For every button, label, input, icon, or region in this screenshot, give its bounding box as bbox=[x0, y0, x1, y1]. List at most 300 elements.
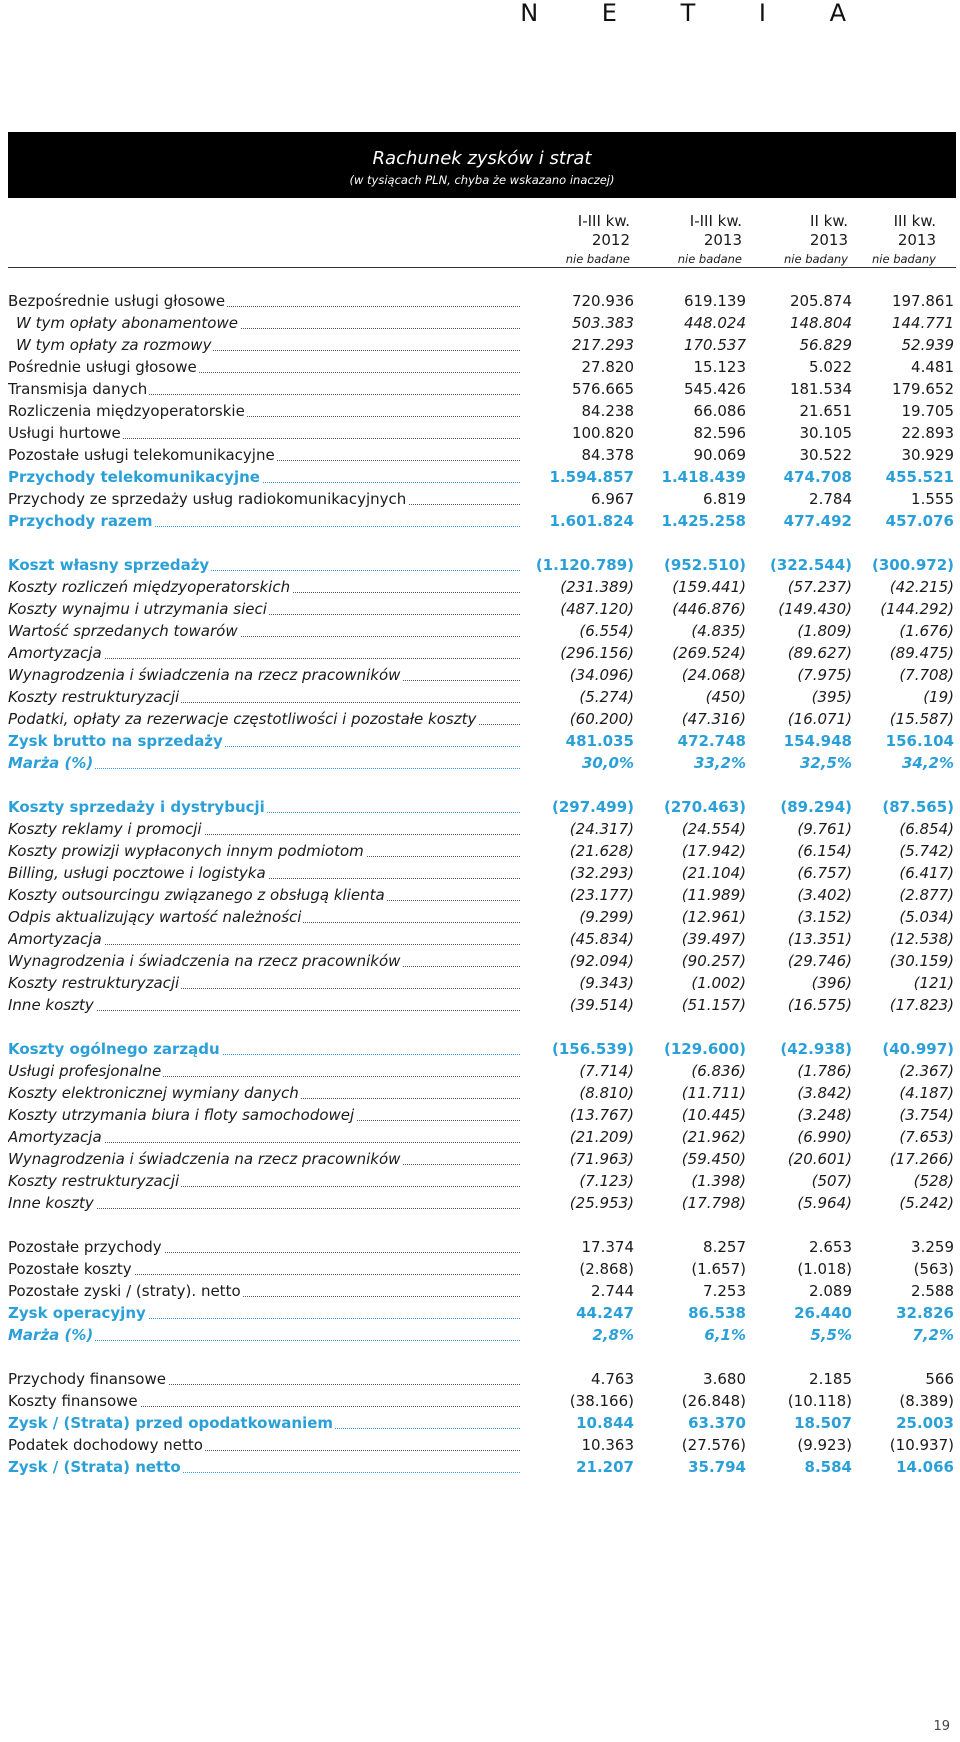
row-value: (17.266) bbox=[889, 1150, 954, 1168]
row-value: (3.842) bbox=[797, 1084, 852, 1102]
row-value: 720.936 bbox=[571, 292, 634, 310]
row-value: (38.166) bbox=[569, 1392, 634, 1410]
column-headers bbox=[0, 212, 960, 268]
row-value: 4.481 bbox=[911, 358, 954, 376]
table-row bbox=[8, 1368, 956, 1390]
row-value: 30.929 bbox=[901, 446, 954, 464]
row-label: Bezpośrednie usługi głosowe bbox=[8, 290, 520, 312]
row-value: (270.463) bbox=[663, 798, 746, 816]
row-label: Pozostałe przychody bbox=[8, 1236, 520, 1258]
row-label: Inne koszty bbox=[8, 1192, 520, 1214]
row-label: Zysk brutto na sprzedaży bbox=[8, 730, 520, 752]
row-label: Koszty reklamy i promocji bbox=[8, 818, 520, 840]
table-row bbox=[8, 1126, 956, 1148]
row-value: 619.139 bbox=[683, 292, 746, 310]
row-value: (20.601) bbox=[787, 1150, 852, 1168]
table-row bbox=[8, 1302, 956, 1324]
row-value: (297.499) bbox=[551, 798, 634, 816]
row-value: 2.588 bbox=[911, 1282, 954, 1300]
row-label: Pozostałe usługi telekomunikacyjne bbox=[8, 444, 520, 466]
row-value: (24.554) bbox=[681, 820, 746, 838]
table-row bbox=[8, 796, 956, 818]
row-label: Odpis aktualizujący wartość należności bbox=[8, 906, 520, 928]
column-header: I-III kw. 2012 nie badane bbox=[565, 212, 630, 266]
table-row bbox=[8, 884, 956, 906]
row-value: 503.383 bbox=[571, 314, 634, 332]
row-value: 6,1% bbox=[704, 1326, 746, 1344]
row-value: (34.096) bbox=[569, 666, 634, 684]
table-row bbox=[8, 378, 956, 400]
row-label: Amortyzacja bbox=[8, 1126, 520, 1148]
row-label: W tym opłaty za rozmowy bbox=[8, 334, 520, 356]
row-value: (450) bbox=[705, 688, 746, 706]
row-value: 448.024 bbox=[683, 314, 746, 332]
row-value: (9.343) bbox=[579, 974, 634, 992]
row-value: (4.835) bbox=[691, 622, 746, 640]
row-label: Pośrednie usługi głosowe bbox=[8, 356, 520, 378]
row-value: (1.809) bbox=[797, 622, 852, 640]
row-value: 32.826 bbox=[896, 1304, 954, 1322]
header-divider bbox=[8, 267, 956, 268]
row-value: (159.441) bbox=[672, 578, 746, 596]
row-label: Koszty restrukturyzacji bbox=[8, 1170, 520, 1192]
row-label: Transmisja danych bbox=[8, 378, 520, 400]
row-value: 2.784 bbox=[809, 490, 852, 508]
table-row bbox=[8, 664, 956, 686]
table-row bbox=[8, 466, 956, 488]
table-row bbox=[8, 642, 956, 664]
row-value: (9.761) bbox=[797, 820, 852, 838]
row-value: 27.820 bbox=[581, 358, 634, 376]
row-label: Amortyzacja bbox=[8, 928, 520, 950]
row-label: Pozostałe zyski / (straty). netto bbox=[8, 1280, 520, 1302]
row-value: (5.034) bbox=[899, 908, 954, 926]
row-value: 21.651 bbox=[799, 402, 852, 420]
row-label: Koszty wynajmu i utrzymania sieci bbox=[8, 598, 520, 620]
row-value: (322.544) bbox=[769, 556, 852, 574]
row-label: Koszty sprzedaży i dystrybucji bbox=[8, 796, 520, 818]
row-value: (6.757) bbox=[797, 864, 852, 882]
row-spacer bbox=[8, 1346, 956, 1368]
row-value: 457.076 bbox=[885, 512, 954, 530]
row-label: Koszty rozliczeń międzyoperatorskich bbox=[8, 576, 520, 598]
row-label: Koszty ogólnego zarządu bbox=[8, 1038, 520, 1060]
table-row bbox=[8, 1280, 956, 1302]
row-value: 545.426 bbox=[683, 380, 746, 398]
row-value: (5.964) bbox=[797, 1194, 852, 1212]
row-value: 7.253 bbox=[703, 1282, 746, 1300]
row-value: (10.118) bbox=[787, 1392, 852, 1410]
row-value: (24.068) bbox=[681, 666, 746, 684]
table-row bbox=[8, 1258, 956, 1280]
row-value: (8.389) bbox=[899, 1392, 954, 1410]
row-value: (129.600) bbox=[663, 1040, 746, 1058]
row-value: (13.351) bbox=[787, 930, 852, 948]
row-value: 10.844 bbox=[576, 1414, 634, 1432]
row-value: (2.367) bbox=[899, 1062, 954, 1080]
row-value: 19.705 bbox=[901, 402, 954, 420]
row-value: 15.123 bbox=[693, 358, 746, 376]
table-row bbox=[8, 1324, 956, 1346]
table-row bbox=[8, 488, 956, 510]
row-value: (6.554) bbox=[579, 622, 634, 640]
row-value: 86.538 bbox=[688, 1304, 746, 1322]
table-row bbox=[8, 994, 956, 1016]
table-row bbox=[8, 1170, 956, 1192]
table-row bbox=[8, 620, 956, 642]
row-value: 179.652 bbox=[891, 380, 954, 398]
row-label: Billing, usługi pocztowe i logistyka bbox=[8, 862, 520, 884]
row-value: (17.798) bbox=[681, 1194, 746, 1212]
table-row bbox=[8, 510, 956, 532]
row-value: (5.274) bbox=[579, 688, 634, 706]
table-row bbox=[8, 906, 956, 928]
row-label: Koszty restrukturyzacji bbox=[8, 972, 520, 994]
table-row bbox=[8, 312, 956, 334]
row-label: Inne koszty bbox=[8, 994, 520, 1016]
table-row bbox=[8, 422, 956, 444]
row-value: (15.587) bbox=[889, 710, 954, 728]
row-value: 84.378 bbox=[581, 446, 634, 464]
table-row bbox=[8, 708, 956, 730]
company-logo: N E T I A bbox=[520, 0, 874, 27]
row-value: (60.200) bbox=[569, 710, 634, 728]
table-row bbox=[8, 818, 956, 840]
row-value: (156.539) bbox=[551, 1040, 634, 1058]
row-label: Zysk / (Strata) przed opodatkowaniem bbox=[8, 1412, 520, 1434]
row-value: (5.742) bbox=[899, 842, 954, 860]
table-row bbox=[8, 1456, 956, 1478]
row-label: Zysk / (Strata) netto bbox=[8, 1456, 520, 1478]
row-value: (3.754) bbox=[899, 1106, 954, 1124]
row-value: (1.786) bbox=[797, 1062, 852, 1080]
row-value: (6.836) bbox=[691, 1062, 746, 1080]
row-value: 154.948 bbox=[783, 732, 852, 750]
row-value: (39.514) bbox=[569, 996, 634, 1014]
row-label: Koszty restrukturyzacji bbox=[8, 686, 520, 708]
column-header: I-III kw. 2013 nie badane bbox=[677, 212, 742, 266]
row-label: W tym opłaty abonamentowe bbox=[8, 312, 520, 334]
row-label: Przychody finansowe bbox=[8, 1368, 520, 1390]
row-value: 2.744 bbox=[591, 1282, 634, 1300]
row-value: (9.923) bbox=[797, 1436, 852, 1454]
row-label: Wynagrodzenia i świadczenia na rzecz pracowników bbox=[8, 950, 520, 972]
row-value: 22.893 bbox=[901, 424, 954, 442]
table-row bbox=[8, 1038, 956, 1060]
row-value: 2,8% bbox=[592, 1326, 634, 1344]
row-value: 566 bbox=[925, 1370, 954, 1388]
row-value: 197.861 bbox=[891, 292, 954, 310]
row-value: (1.657) bbox=[691, 1260, 746, 1278]
row-value: (27.576) bbox=[681, 1436, 746, 1454]
table-row bbox=[8, 928, 956, 950]
row-value: (59.450) bbox=[681, 1150, 746, 1168]
row-value: 8.257 bbox=[703, 1238, 746, 1256]
table-row bbox=[8, 1390, 956, 1412]
row-value: 66.086 bbox=[693, 402, 746, 420]
row-value: (17.823) bbox=[889, 996, 954, 1014]
row-value: 156.104 bbox=[885, 732, 954, 750]
row-label: Usługi profesjonalne bbox=[8, 1060, 520, 1082]
row-value: 4.763 bbox=[591, 1370, 634, 1388]
row-label: Koszty finansowe bbox=[8, 1390, 520, 1412]
row-spacer bbox=[8, 1214, 956, 1236]
row-value: (528) bbox=[913, 1172, 954, 1190]
row-value: (21.962) bbox=[681, 1128, 746, 1146]
row-value: 2.089 bbox=[809, 1282, 852, 1300]
row-value: 90.069 bbox=[693, 446, 746, 464]
row-value: 33,2% bbox=[693, 754, 746, 772]
row-value: 52.939 bbox=[901, 336, 954, 354]
row-value: (8.810) bbox=[579, 1084, 634, 1102]
table-row bbox=[8, 972, 956, 994]
row-label: Przychody razem bbox=[8, 510, 520, 532]
table-row bbox=[8, 1412, 956, 1434]
column-header: II kw. 2013 nie badany bbox=[783, 212, 848, 266]
table-row bbox=[8, 1104, 956, 1126]
row-value: 30,0% bbox=[581, 754, 634, 772]
row-value: (395) bbox=[811, 688, 852, 706]
row-value: (6.990) bbox=[797, 1128, 852, 1146]
row-value: 63.370 bbox=[688, 1414, 746, 1432]
row-label: Koszty utrzymania biura i floty samochodowej bbox=[8, 1104, 520, 1126]
table-row bbox=[8, 356, 956, 378]
row-value: (5.242) bbox=[899, 1194, 954, 1212]
table-row bbox=[8, 444, 956, 466]
row-value: (121) bbox=[913, 974, 954, 992]
table-row bbox=[8, 400, 956, 422]
table-row bbox=[8, 554, 956, 576]
row-value: (47.316) bbox=[681, 710, 746, 728]
row-label: Wartość sprzedanych towarów bbox=[8, 620, 520, 642]
row-value: (11.989) bbox=[681, 886, 746, 904]
row-value: 34,2% bbox=[901, 754, 954, 772]
row-value: (51.157) bbox=[681, 996, 746, 1014]
row-value: 44.247 bbox=[576, 1304, 634, 1322]
table-row bbox=[8, 290, 956, 312]
row-value: (13.767) bbox=[569, 1106, 634, 1124]
table-row bbox=[8, 1192, 956, 1214]
row-value: (45.834) bbox=[569, 930, 634, 948]
row-label: Zysk operacyjny bbox=[8, 1302, 520, 1324]
row-value: 477.492 bbox=[783, 512, 852, 530]
row-value: (1.120.789) bbox=[535, 556, 634, 574]
table-row bbox=[8, 334, 956, 356]
row-value: (300.972) bbox=[871, 556, 954, 574]
row-label: Koszty prowizji wypłaconych innym podmiotom bbox=[8, 840, 520, 862]
row-value: (7.123) bbox=[579, 1172, 634, 1190]
row-value: (1.676) bbox=[899, 622, 954, 640]
row-label: Podatki, opłaty za rezerwacje częstotliwości i pozostałe koszty bbox=[8, 708, 520, 730]
row-value: (396) bbox=[811, 974, 852, 992]
row-value: 148.804 bbox=[789, 314, 852, 332]
row-value: 25.003 bbox=[896, 1414, 954, 1432]
row-value: 217.293 bbox=[571, 336, 634, 354]
table-row bbox=[8, 576, 956, 598]
row-value: (11.711) bbox=[681, 1084, 746, 1102]
row-value: (6.154) bbox=[797, 842, 852, 860]
row-value: (57.237) bbox=[787, 578, 852, 596]
row-value: 6.819 bbox=[703, 490, 746, 508]
column-header: III kw. 2013 nie badany bbox=[871, 212, 936, 266]
row-value: (42.938) bbox=[780, 1040, 852, 1058]
row-value: (3.248) bbox=[797, 1106, 852, 1124]
row-value: 32,5% bbox=[799, 754, 852, 772]
row-label: Wynagrodzenia i świadczenia na rzecz pracowników bbox=[8, 1148, 520, 1170]
table-row bbox=[8, 598, 956, 620]
row-label: Marża (%) bbox=[8, 1324, 520, 1346]
row-value: (30.159) bbox=[889, 952, 954, 970]
row-value: 2.185 bbox=[809, 1370, 852, 1388]
row-label: Koszty outsourcingu związanego z obsługą klienta bbox=[8, 884, 520, 906]
table-row bbox=[8, 1082, 956, 1104]
row-value: 576.665 bbox=[571, 380, 634, 398]
table-row bbox=[8, 1236, 956, 1258]
row-value: (144.292) bbox=[880, 600, 954, 618]
table-row bbox=[8, 1434, 956, 1456]
row-value: (29.746) bbox=[787, 952, 852, 970]
row-value: 3.259 bbox=[911, 1238, 954, 1256]
row-value: (25.953) bbox=[569, 1194, 634, 1212]
row-value: (89.627) bbox=[787, 644, 852, 662]
row-value: (21.628) bbox=[569, 842, 634, 860]
row-value: (507) bbox=[811, 1172, 852, 1190]
row-value: 35.794 bbox=[688, 1458, 746, 1476]
row-value: (7.714) bbox=[579, 1062, 634, 1080]
row-label: Podatek dochodowy netto bbox=[8, 1434, 520, 1456]
row-label: Koszt własny sprzedaży bbox=[8, 554, 520, 576]
row-value: 1.418.439 bbox=[661, 468, 746, 486]
row-value: (17.942) bbox=[681, 842, 746, 860]
row-value: 1.555 bbox=[911, 490, 954, 508]
table-row bbox=[8, 862, 956, 884]
table-row bbox=[8, 686, 956, 708]
table-row bbox=[8, 1060, 956, 1082]
row-value: 10.363 bbox=[581, 1436, 634, 1454]
row-value: 1.425.258 bbox=[661, 512, 746, 530]
row-value: (10.937) bbox=[889, 1436, 954, 1454]
row-value: (231.389) bbox=[560, 578, 634, 596]
table-row bbox=[8, 752, 956, 774]
row-value: (10.445) bbox=[681, 1106, 746, 1124]
row-value: (16.575) bbox=[787, 996, 852, 1014]
row-label: Usługi hurtowe bbox=[8, 422, 520, 444]
row-value: (1.018) bbox=[797, 1260, 852, 1278]
row-value: 1.601.824 bbox=[549, 512, 634, 530]
row-spacer bbox=[8, 1016, 956, 1038]
row-value: (7.708) bbox=[899, 666, 954, 684]
page-subtitle: (w tysiącach PLN, chyba że wskazano inaczej) bbox=[349, 173, 615, 187]
row-value: 18.507 bbox=[794, 1414, 852, 1432]
row-value: (563) bbox=[913, 1260, 954, 1278]
row-value: (1.398) bbox=[691, 1172, 746, 1190]
row-value: 17.374 bbox=[581, 1238, 634, 1256]
row-label: Rozliczenia międzyoperatorskie bbox=[8, 400, 520, 422]
row-value: 26.440 bbox=[794, 1304, 852, 1322]
row-value: (2.877) bbox=[899, 886, 954, 904]
page-title: Rachunek zysków i strat bbox=[372, 148, 592, 169]
row-label: Przychody telekomunikacyjne bbox=[8, 466, 520, 488]
row-value: (42.215) bbox=[889, 578, 954, 596]
row-value: (23.177) bbox=[569, 886, 634, 904]
row-value: (7.653) bbox=[899, 1128, 954, 1146]
row-value: (487.120) bbox=[560, 600, 634, 618]
row-value: (7.975) bbox=[797, 666, 852, 684]
row-value: (89.475) bbox=[889, 644, 954, 662]
row-value: 181.534 bbox=[789, 380, 852, 398]
row-value: (446.876) bbox=[672, 600, 746, 618]
row-value: (12.538) bbox=[889, 930, 954, 948]
row-value: 472.748 bbox=[677, 732, 746, 750]
row-value: 474.708 bbox=[783, 468, 852, 486]
row-label: Koszty elektronicznej wymiany danych bbox=[8, 1082, 520, 1104]
row-value: 6.967 bbox=[591, 490, 634, 508]
table-row bbox=[8, 730, 956, 752]
row-value: 8.584 bbox=[804, 1458, 852, 1476]
row-value: (71.963) bbox=[569, 1150, 634, 1168]
row-value: 21.207 bbox=[576, 1458, 634, 1476]
income-statement-table bbox=[8, 290, 956, 1478]
row-label: Marża (%) bbox=[8, 752, 520, 774]
row-value: (16.071) bbox=[787, 710, 852, 728]
row-value: (3.402) bbox=[797, 886, 852, 904]
row-value: 30.522 bbox=[799, 446, 852, 464]
row-value: (6.417) bbox=[899, 864, 954, 882]
page-number: 19 bbox=[933, 1719, 950, 1734]
row-value: (21.104) bbox=[681, 864, 746, 882]
row-value: (296.156) bbox=[560, 644, 634, 662]
row-value: 170.537 bbox=[683, 336, 746, 354]
row-value: (24.317) bbox=[569, 820, 634, 838]
row-value: 56.829 bbox=[799, 336, 852, 354]
row-value: 1.594.857 bbox=[549, 468, 634, 486]
row-label: Pozostałe koszty bbox=[8, 1258, 520, 1280]
row-value: 455.521 bbox=[885, 468, 954, 486]
row-value: (149.430) bbox=[778, 600, 852, 618]
title-bar bbox=[8, 132, 956, 198]
row-value: (1.002) bbox=[691, 974, 746, 992]
row-value: (40.997) bbox=[882, 1040, 954, 1058]
row-value: (90.257) bbox=[681, 952, 746, 970]
row-value: (21.209) bbox=[569, 1128, 634, 1146]
row-spacer bbox=[8, 774, 956, 796]
row-value: 82.596 bbox=[693, 424, 746, 442]
row-spacer bbox=[8, 532, 956, 554]
row-value: (89.294) bbox=[780, 798, 852, 816]
row-value: (269.524) bbox=[672, 644, 746, 662]
row-value: (3.152) bbox=[797, 908, 852, 926]
row-value: 481.035 bbox=[565, 732, 634, 750]
table-row bbox=[8, 840, 956, 862]
table-row bbox=[8, 1148, 956, 1170]
row-label: Wynagrodzenia i świadczenia na rzecz pracowników bbox=[8, 664, 520, 686]
row-value: 14.066 bbox=[896, 1458, 954, 1476]
row-value: (19) bbox=[923, 688, 954, 706]
row-value: 5.022 bbox=[809, 358, 852, 376]
row-value: (9.299) bbox=[579, 908, 634, 926]
row-label: Przychody ze sprzedaży usług radiokomunikacyjnych bbox=[8, 488, 520, 510]
row-value: 3.680 bbox=[703, 1370, 746, 1388]
row-value: (952.510) bbox=[663, 556, 746, 574]
row-value: (4.187) bbox=[899, 1084, 954, 1102]
row-value: (2.868) bbox=[579, 1260, 634, 1278]
row-value: (92.094) bbox=[569, 952, 634, 970]
row-value: (87.565) bbox=[882, 798, 954, 816]
row-value: 100.820 bbox=[571, 424, 634, 442]
row-value: 30.105 bbox=[799, 424, 852, 442]
row-value: 2.653 bbox=[809, 1238, 852, 1256]
row-value: (26.848) bbox=[681, 1392, 746, 1410]
